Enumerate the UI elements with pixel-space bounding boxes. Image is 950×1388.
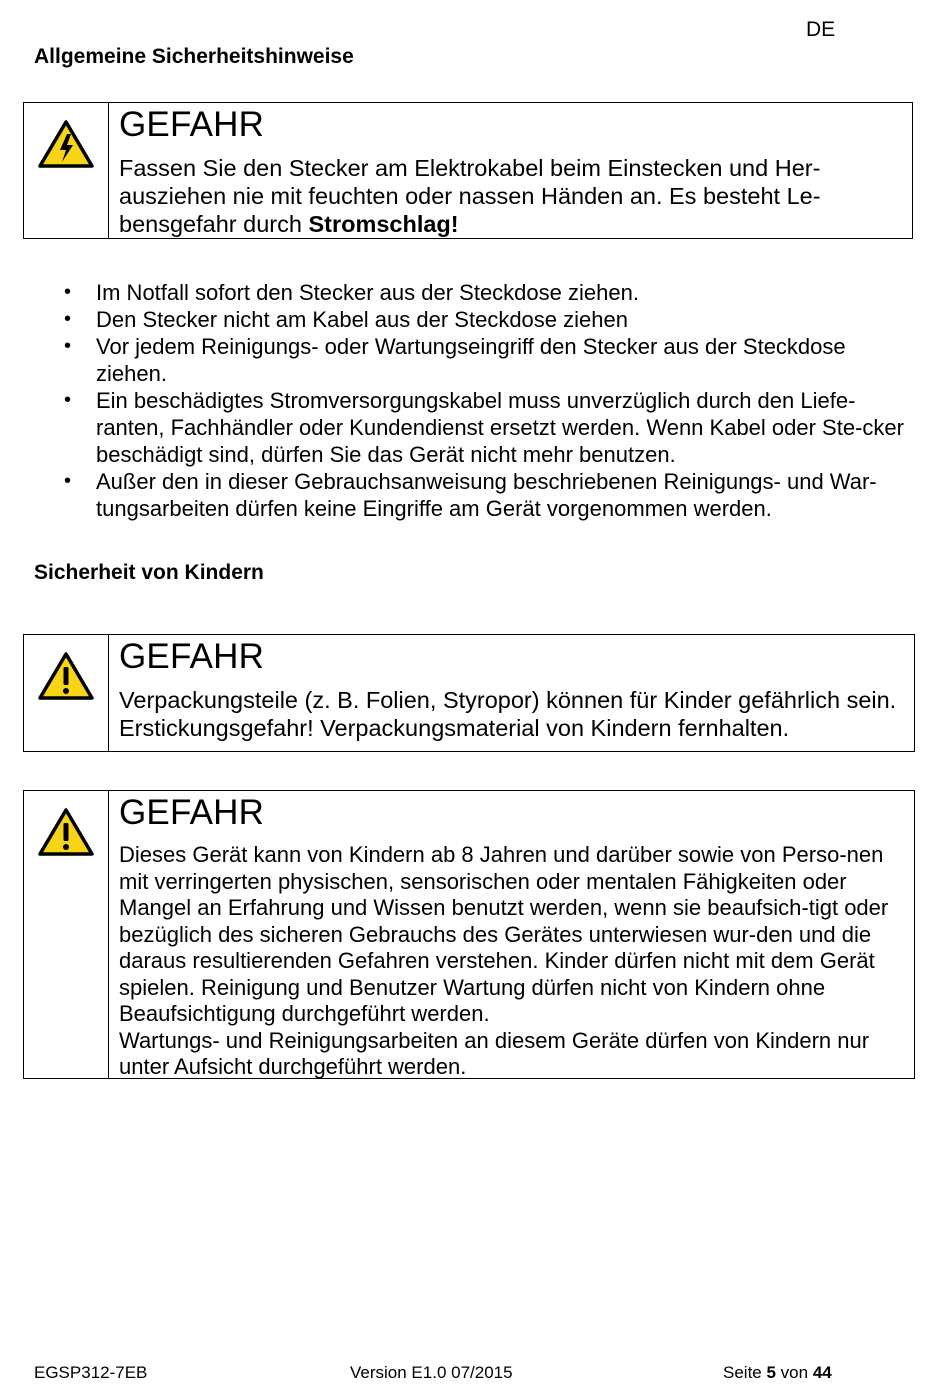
warning-title: GEFAHR bbox=[119, 637, 265, 676]
footer-version: Version E1.0 07/2015 bbox=[350, 1363, 513, 1382]
footer-page-current: 5 bbox=[766, 1363, 776, 1382]
warning-exclamation-icon bbox=[37, 651, 95, 701]
warning-icon-cell bbox=[24, 103, 109, 238]
warning-text: Dieses Gerät kann von Kindern ab 8 Jahren und darüber sowie von Perso-nen mit verringerten physischen, sensorischen oder mentalen Fähigkeiten oder Mangel an Erfahrung und Wissen benutzt werden, wenn sie beaufsich-tigt oder bezüglich des sicheren Gebrauchs des Gerätes unterwiesen wur-den und die daraus resultierenden Gefahren verstehen. Kinder dürfen nicht mit dem Gerät spielen. Reinigung und Benutzer Wartung dürfen nicht von Kindern ohne Beaufsichtigung durchgeführt werden. bbox=[119, 842, 889, 1026]
safety-bullet-list bbox=[62, 279, 922, 522]
warning-icon-cell bbox=[24, 791, 109, 1078]
electric-hazard-icon bbox=[37, 119, 95, 169]
section-title-child-safety: Sicherheit von Kindern bbox=[34, 561, 264, 584]
list-item: • Den Stecker nicht am Kabel aus der Steckdose ziehen bbox=[62, 306, 922, 333]
warning-text bbox=[119, 154, 902, 238]
list-item: • Vor jedem Reinigungs- oder Wartungseingriff den Stecker aus der Steckdose ziehen. bbox=[62, 333, 922, 387]
warning-text-supervision: Wartungs- und Reinigungsarbeiten an diesem Geräte dürfen von Kindern nur unter Aufsicht durchgeführt werden. bbox=[119, 1027, 870, 1079]
warning-box-children bbox=[23, 790, 915, 1079]
list-item: • Ein beschädigtes Stromversorgungskabel muss unverzüglich durch den Liefe-ranten, Fachhändler oder Kundendienst ersetzt werden. Wenn Kabel oder Ste-cker beschädigt sind, dürfen Sie das Gerät nicht mehr benutzen. bbox=[62, 387, 922, 468]
warning-box-electric bbox=[23, 102, 913, 239]
language-code: DE bbox=[806, 18, 836, 41]
warning-title: GEFAHR bbox=[119, 793, 265, 832]
footer-page-total: 44 bbox=[812, 1363, 832, 1382]
footer-page-mid: von bbox=[775, 1363, 813, 1382]
list-item: • Im Notfall sofort den Stecker aus der Steckdose ziehen. bbox=[62, 279, 922, 306]
footer-page-prefix: Seite bbox=[723, 1363, 767, 1382]
warning-text: Verpackungsteile (z. B. Folien, Styropor) können für Kinder gefährlich sein. Erstickungsgefahr! Verpackungsmaterial von Kindern fernhalten. bbox=[119, 687, 897, 741]
warning-box-packaging bbox=[23, 634, 915, 752]
footer-page-number bbox=[723, 1363, 832, 1383]
list-item: • Außer den in dieser Gebrauchsanweisung beschriebenen Reinigungs- und War-tungsarbeiten dürfen keine Eingriffe am Gerät vorgenommen werden. bbox=[62, 468, 922, 522]
warning-icon-cell bbox=[24, 635, 109, 751]
warning-exclamation-icon bbox=[37, 807, 95, 857]
warning-title: GEFAHR bbox=[119, 105, 265, 144]
warning-text-emphasis: Stromschlag! bbox=[308, 211, 459, 237]
section-title-general-safety: Allgemeine Sicherheitshinweise bbox=[34, 45, 354, 68]
warning-text-main: Fassen Sie den Stecker am Elektrokabel beim Einstecken und Her-ausziehen nie mit feuchten oder nassen Händen an. Es besteht Le-bensgefahr durch bbox=[119, 155, 821, 237]
footer-model: EGSP312-7EB bbox=[34, 1363, 148, 1382]
